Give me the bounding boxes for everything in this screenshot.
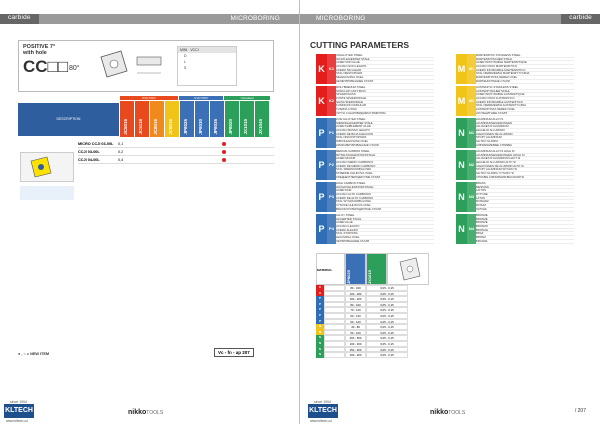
grade-name: JP8035 (213, 119, 218, 135)
nikko-sub: TOOLS (448, 410, 466, 416)
kltech-logo: KLTECH (4, 404, 34, 418)
iso-letter: N (456, 118, 467, 148)
iso-sub: P4 (327, 214, 336, 244)
material-line: NIEDRIGLEGIERTER STAHL (336, 122, 434, 126)
material-line: BRONZE (476, 214, 574, 218)
material-line: ACERO DE BAJA ALEACIÓN (336, 133, 434, 137)
material-lines (476, 118, 574, 148)
iso-letter: P (316, 214, 327, 244)
material-line: ACCIAIO LEGATO (336, 225, 434, 229)
grade-header: JP8025 (345, 253, 366, 285)
material-line: ALUMINIUMLEGIERUNGEN HOCH SI (476, 154, 574, 158)
row-vc: 100 - 300 (345, 341, 366, 347)
grade-column (135, 101, 149, 137)
material-line: LEGOVANÁ OCEL (336, 236, 434, 240)
material-line: АУСТЕНИТНЫЕ СТАЛИ (476, 112, 574, 116)
iso-material-group (316, 54, 434, 84)
table-row (316, 352, 436, 358)
iso-sub: N3 (467, 182, 476, 212)
row-fn: 0,05 - 0,15 (366, 302, 408, 308)
iso-sub: N4 (467, 214, 476, 244)
row-fn: 0,05 - 0,15 (366, 347, 408, 353)
material-line: MEDIUM CARBON STEEL (336, 150, 434, 154)
material-line: MARTENSITIC STAINLESS STEEL (476, 54, 574, 58)
material-line: MESSING (476, 186, 574, 190)
material-line: ACERO INOXIDABLE AUSTENÍTICO (476, 101, 574, 105)
row-name: CCJI 04-00L (78, 157, 100, 162)
product-title-line1: POSITIVE 7° (23, 44, 56, 50)
grade-name: JC8016 (168, 119, 173, 135)
vc-label: Vc - fn - ap (218, 350, 242, 355)
right-header-bar (300, 14, 600, 24)
material-line: LOW ALLOYED STEEL (336, 118, 434, 122)
material-line: ACERO DE MEDIO CARBONO (336, 165, 434, 169)
material-line: ALUMINIUMLEGIERUNGEN (476, 122, 574, 126)
material-line: MITTELKOHLENSTOFFSTAHL (336, 154, 434, 158)
iso-letter: K (316, 86, 327, 116)
row-iso: N (316, 335, 324, 341)
nikko-logo (128, 409, 163, 416)
row-vc: 80 - 160 (345, 302, 366, 308)
grade-column (210, 101, 224, 137)
availability-dot (222, 142, 226, 146)
material-line: ALEACIONES DE ALUMINIO (476, 133, 574, 137)
grade-name: JP8030 (198, 119, 203, 135)
grade-column (240, 101, 254, 137)
material-lines (476, 214, 574, 244)
grade-group: PVD PRO (120, 96, 178, 100)
material-line: ACCIAIO BASSO LEGATO (336, 129, 434, 133)
material-line: SLITINY HLINÍKU VYSOKÝ SI (476, 172, 574, 176)
material-line: ACERO SIN ALEAR (336, 69, 434, 73)
material-line: OTTONE (476, 193, 574, 197)
iso-letter: K (316, 54, 327, 84)
iso-material-group (456, 54, 574, 84)
row-group: MICRO (78, 141, 91, 146)
material-line: GHISA SFEROIDALE (336, 101, 434, 105)
material-lines (336, 214, 434, 244)
material-line: ЛЕГИРОВАННЫЕ СТАЛИ (336, 240, 434, 244)
row-fn: 0,05 - 0,15 (366, 313, 408, 319)
material-label: MATERIAL (316, 253, 345, 285)
insert-shape-cell (387, 253, 429, 285)
material-line: STAL STOPOWA (336, 232, 434, 236)
iso-material-group (456, 118, 574, 148)
row-fn: 0,05 - 0,15 (366, 335, 408, 341)
row-fn: 0,05 - 0,15 (366, 291, 408, 297)
row-value: 0,1 (118, 141, 124, 146)
material-line: MOLYBDENUM STEEL (336, 86, 434, 90)
grade-column (180, 101, 194, 137)
row-fn: 0,05 - 0,15 (366, 341, 408, 347)
material-line: STAL NIERDZEWNA MARTENZYTYCZNA (476, 72, 574, 76)
row-iso: K (316, 285, 324, 291)
availability-dot (222, 158, 226, 162)
since-text: since 1994 (10, 400, 27, 404)
material-line: НЕЛЕГИРОВАННЫЕ СТАЛИ (336, 80, 434, 84)
material-lines (336, 118, 434, 148)
row-value: 0,4 (118, 157, 124, 162)
material-line: UNALLOYED STEEL (336, 54, 434, 58)
iso-sub: N1 (467, 118, 476, 148)
iso-material-group (456, 182, 574, 212)
spec-row: S (184, 66, 187, 70)
material-line: СРЕДНЕУГЛЕРОДИСТЫЕ СТАЛИ (336, 176, 434, 180)
since-text: since 1994 (314, 400, 331, 404)
grade-column (195, 101, 209, 137)
row-iso: M (316, 324, 324, 330)
header-section: MICROBORING (316, 15, 366, 22)
material-line: AUSTENITISCHER STAHL (476, 90, 574, 94)
right-footer (300, 398, 600, 424)
product-angle: 80° (69, 65, 80, 72)
row-name (78, 142, 118, 146)
iso-letter: N (456, 150, 467, 180)
material-line: ACERO INOXIDABLE MARTENSÍTICO (476, 69, 574, 73)
spec-header-b: VCCI (190, 48, 199, 52)
left-footer (0, 398, 300, 424)
material-line: ACCIAIO MEDIO CARBONIO (336, 161, 434, 165)
iso-material-group (456, 214, 574, 244)
row-vc: 80 - 160 (345, 285, 366, 291)
material-line: ALLIAGES D'ALUMINIUM HAUT SI (476, 157, 574, 161)
vc-reference[interactable] (214, 348, 254, 357)
material-line: ВЫСОКОУГЛЕРОДИСТЫЕ СТАЛИ (336, 208, 434, 212)
row-value: 0,2 (118, 149, 124, 154)
iso-sub: N2 (467, 150, 476, 180)
grade-name: JP8020 (228, 119, 233, 135)
material-line: BRONZE (476, 221, 574, 225)
material-line: STOPY ALUMINIUM WYSOKI SI (476, 168, 574, 172)
iso-letter: N (456, 182, 467, 212)
iso-sub: M2 (467, 86, 476, 116)
header-category: carbide (0, 14, 39, 24)
grade-name: JX1045 (258, 119, 263, 135)
insert-drawing-icon (97, 47, 167, 87)
material-line: SLITINY HLINÍKU (476, 140, 574, 144)
spec-row: L (184, 60, 186, 64)
legend: ● , ○ = NEW ITEM (18, 352, 50, 356)
grade-name: JC5015 (123, 119, 128, 135)
description-header: DESCRIPTION (18, 103, 119, 136)
material-line: LAITON (476, 189, 574, 193)
grade-column (225, 101, 239, 137)
grade-group: CVD PRO (179, 96, 223, 100)
material-line: MOSAZ (476, 204, 574, 208)
material-line: SPHÄROGUSS (336, 93, 434, 97)
material-line: СПЛАВЫ АЛЮМИНИЯ ВЫСОКИЙ SI (476, 176, 574, 180)
spec-box (177, 46, 237, 86)
website-text: www.kltech.cz (6, 419, 28, 423)
row-fn: 0,05 - 0,15 (366, 285, 408, 291)
row-vc: 200 - 500 (345, 335, 366, 341)
material-line: ALLIAGES D'ALUMINIUM (476, 125, 574, 129)
material-line: ACCIAIO NON LEGATO (336, 65, 434, 69)
material-line: NODULAR CAST IRON (336, 90, 434, 94)
material-line: MOSIĄDZ (476, 200, 574, 204)
material-line: ACIER INOXYDABLE AUSTÉNITIQUE (476, 93, 574, 97)
material-line: ALUMINIUM ALLOYS (476, 118, 574, 122)
material-line: АЛЮМИНИЕВЫЕ СПЛАВЫ (476, 144, 574, 148)
iso-letter: P (316, 182, 327, 212)
material-lines (476, 150, 574, 180)
parameters-header (316, 253, 436, 285)
header-category: carbide (561, 14, 600, 24)
row-fn: 0,05 - 0,15 (366, 296, 408, 302)
material-line: BRONZO (476, 225, 574, 229)
product-title-line2: with hole (23, 50, 47, 56)
iso-letter: N (456, 214, 467, 244)
material-line: ЧУГУН С ШАРОВИДНЫМ ГРАФИТОМ (336, 112, 434, 116)
material-line: ACCIAIO ALTO CARBONIO (336, 193, 434, 197)
row-vc: 40 - 80 (345, 324, 366, 330)
product-box (18, 40, 274, 92)
grade-name: JC5118 (138, 119, 143, 135)
grade-column (150, 101, 164, 137)
material-line: TVÁRNÁ LITINA (336, 108, 434, 112)
header-section: MICROBORING (230, 15, 280, 22)
material-line: STAL NIERDZEWNA AUSTENITYCZNA (476, 104, 574, 108)
spec-header-a: MINI (180, 48, 188, 52)
material-lines (336, 182, 434, 212)
material-lines (476, 182, 574, 212)
row-fn: 0,05 - 0,15 (366, 330, 408, 336)
insert-shape-icon (388, 254, 430, 284)
material-line: BRASS (476, 182, 574, 186)
row-spacer (324, 352, 345, 358)
grade-name: JP8025 (183, 119, 188, 135)
row-vc: 60 - 120 (345, 313, 366, 319)
material-line: AUSTENITICKÁ NEREZ OCEL (476, 108, 574, 112)
iso-material-group (316, 182, 434, 212)
row-iso: P (316, 313, 324, 319)
iso-material-group (316, 214, 434, 244)
material-line: ACIER ALLIÉ (336, 221, 434, 225)
row-iso: P (316, 307, 324, 313)
iso-material-group (456, 86, 574, 116)
material-line: ACCIAIO INOX AUSTENITICO (476, 97, 574, 101)
iso-sub: P2 (327, 150, 336, 180)
insert-thumbnail (20, 152, 74, 182)
iso-letter: P (316, 150, 327, 180)
table-row (78, 140, 274, 148)
parameters-rows (316, 285, 436, 358)
row-fn: 0,05 - 0,15 (366, 307, 408, 313)
right-side-tabs (588, 42, 600, 322)
material-lines (336, 86, 434, 116)
material-line: ALUMINIUM ALLOYS HIGH SI (476, 150, 574, 154)
row-fn: 0,05 - 0,15 (366, 352, 408, 358)
row-fn: 0,05 - 0,15 (366, 324, 408, 330)
iso-letter: P (316, 118, 327, 148)
material-lines (476, 54, 574, 84)
material-line: LEGIERTER STAHL (336, 218, 434, 222)
material-line: NELEGOVANÁ OCEL (336, 76, 434, 80)
product-code: CC□□ (23, 57, 69, 76)
iso-material-group (456, 150, 574, 180)
material-line: НИЗКОЛЕГИРОВАННЫЕ СТАЛИ (336, 144, 434, 148)
material-line: BRONZ (476, 236, 574, 240)
iso-sub: K2 (327, 86, 336, 116)
iso-sub: M1 (467, 54, 476, 84)
row-vc: 100 - 180 (345, 291, 366, 297)
material-line: HIGH CARBON STEEL (336, 182, 434, 186)
nikko-text: nikko (430, 409, 449, 416)
grade-columns (120, 101, 269, 137)
row-iso: P (316, 319, 324, 325)
iso-sub: P3 (327, 182, 336, 212)
material-line: ACIER FAIBLEMENT ALLIÉ (336, 125, 434, 129)
row-iso: N (316, 347, 324, 353)
row-vc: 150 - 300 (345, 347, 366, 353)
material-line: MARTENSITISCHER STAHL (476, 58, 574, 62)
material-line: ACERO DE ALTO CARBONO (336, 197, 434, 201)
material-line: STAL ŚREDNIOWĘGLOWA (336, 168, 434, 172)
material-line: ACIER DUR (336, 189, 434, 193)
material-line: LEGHE DI ALLUMINIO ALTO SI (476, 161, 574, 165)
grade-name: JC8015 (153, 119, 158, 135)
material-line: LEGHE DI ALLUMINIO (476, 129, 574, 133)
row-vc: 50 - 100 (345, 330, 366, 336)
grade-column (120, 101, 134, 137)
material-line: ACCIAIO INOX MARTENSITICO (476, 65, 574, 69)
row-vc: 100 - 200 (345, 352, 366, 358)
row-vc: 70 - 140 (345, 307, 366, 313)
nikko-logo (430, 409, 465, 416)
material-lines (336, 54, 434, 84)
material-line: FONTE SPHÉROÏDALE (336, 97, 434, 101)
iso-material-group (316, 86, 434, 116)
iso-letter: M (456, 54, 467, 84)
row-vc: 100 - 200 (345, 296, 366, 302)
row-vc: 60 - 120 (345, 319, 366, 325)
row-iso: K (316, 291, 324, 297)
material-line: LATÓN (476, 197, 574, 201)
table-row (78, 148, 274, 156)
row-iso: N (316, 341, 324, 347)
material-line: NICHTLEGIERTER STAHL (336, 58, 434, 62)
iso-letter: M (456, 86, 467, 116)
insert-note (20, 186, 74, 200)
row-iso: N (316, 352, 324, 358)
website-text: www.kltech.cz (310, 419, 332, 423)
material-line: БРОНЗА (476, 240, 574, 244)
material-line: STOPY ALUMINIUM (476, 136, 574, 140)
availability-dot (222, 150, 226, 154)
material-line: ALLOY STEEL (336, 214, 434, 218)
material-line: ACIER NON ALLIÉ (336, 61, 434, 65)
material-line: ACIER MI-DUR (336, 157, 434, 161)
material-line: STAL NIESTOPOWA (336, 72, 434, 76)
vc-page: 207 (242, 350, 250, 355)
material-lines (336, 150, 434, 180)
material-line: BRĄZ (476, 232, 574, 236)
material-line: BRONZE (476, 218, 574, 222)
iso-material-group (316, 150, 434, 180)
left-side-tabs (0, 42, 12, 322)
material-line: VYSOCE UHLÍKOVÁ OCEL (336, 204, 434, 208)
grade-column (255, 101, 269, 137)
material-line: МАРТЕНСИТНЫЕ СТАЛИ (476, 80, 574, 84)
grade-header: JX1015 (366, 253, 387, 285)
material-line: MARTENZITICKÁ NEREZ OCEL (476, 76, 574, 80)
material-line: ЛАТУНЬ (476, 208, 574, 212)
material-line: ALEACIONES DE ALUMINIO ALTO SI (476, 165, 574, 169)
material-line: ACIER INOXYDABLE MARTENSITIQUE (476, 61, 574, 65)
material-line: STAL NISKOSTOPOWA (336, 136, 434, 140)
material-line: ACERO ALEADO (336, 229, 434, 233)
table-row (78, 156, 274, 164)
row-iso: P (316, 302, 324, 308)
row-iso: P (316, 296, 324, 302)
iso-sub: K1 (327, 54, 336, 84)
material-line: FUNDICIÓN NODULAR (336, 104, 434, 108)
nikko-text: nikko (128, 409, 147, 416)
row-fn: 0,05 - 0,15 (366, 319, 408, 325)
material-line: AUSTENITIC STAINLESS STEEL (476, 86, 574, 90)
material-line: HOCHKOHLENSTOFFSTAHL (336, 186, 434, 190)
grade-column (165, 101, 179, 137)
row-name-text: CCJI 03-00L (91, 141, 114, 146)
row-name: CCJI 03-00L (78, 149, 100, 154)
parameters-table (316, 253, 436, 358)
material-line: NÍZKOLEGOVANÁ OCEL (336, 140, 434, 144)
insert-small-icon (21, 153, 75, 183)
material-line: STŘEDNĚ UHLÍKOVÁ OCEL (336, 172, 434, 176)
kltech-logo: KLTECH (308, 404, 338, 418)
grade-name: JX1015 (243, 119, 248, 135)
material-lines (476, 86, 574, 116)
product-title (23, 44, 55, 56)
page-title: CUTTING PARAMETERS (310, 40, 410, 50)
grade-group: Uncoated (224, 96, 270, 100)
page-number: / 207 (574, 408, 586, 414)
iso-sub: P1 (327, 118, 336, 148)
material-line: STAL WYSOKOWĘGLOWA (336, 200, 434, 204)
iso-material-group (316, 118, 434, 148)
row-iso: M (316, 330, 324, 336)
spec-row: D (184, 54, 187, 58)
left-header-bar (0, 14, 300, 24)
nikko-sub: TOOLS (146, 410, 164, 416)
right-page (300, 0, 600, 424)
material-line: BRONCE (476, 229, 574, 233)
